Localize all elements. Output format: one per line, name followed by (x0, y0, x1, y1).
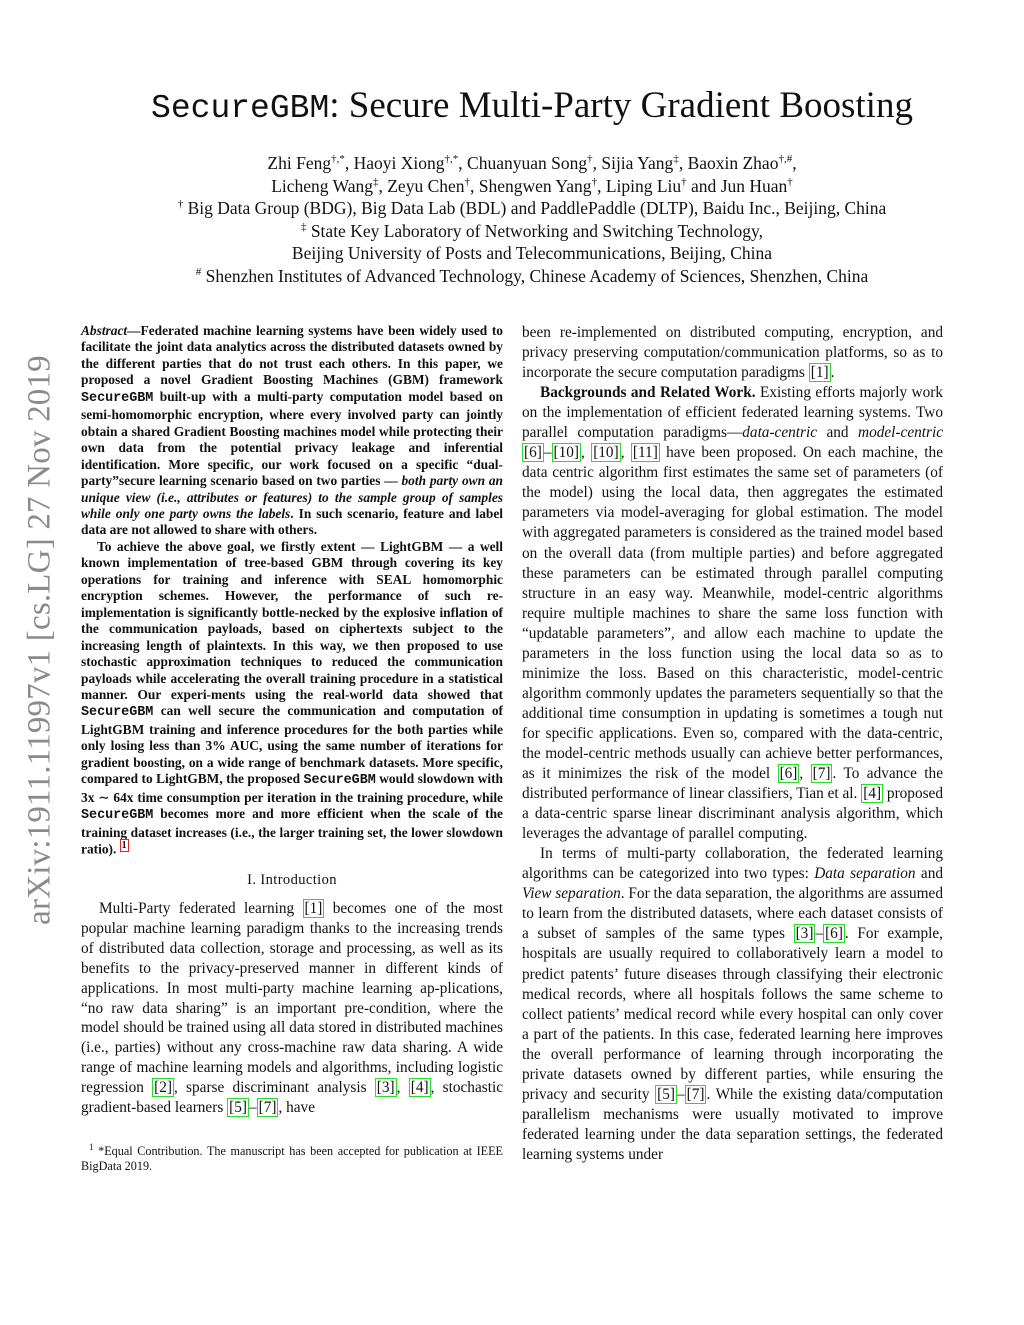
text-run: built-up with a multi-party computation model based on semi-homomorphic encryption, where every involved party can jointly obtain a shared Gradient Boosting machines model while protecting their own data from the potential privacy leakage and inferential identification. More specific, our work focused on a specific “dual-party”secure learning scenario based on two parties — (81, 388, 503, 489)
footnote (81, 1141, 503, 1175)
run-in-heading: Backgrounds and Related Work. (540, 384, 756, 402)
text-run: – (543, 444, 552, 462)
text-run: and (817, 424, 859, 442)
author-affiliation-mark: ‡ (673, 153, 679, 166)
text-run: , (799, 765, 811, 783)
author-name: Sijia Yang (601, 153, 674, 173)
right-paragraph-backgrounds (522, 383, 943, 844)
emphasis-text: data-centric (742, 424, 818, 442)
footnote-mark: 1 (89, 1141, 94, 1152)
author-name: Baoxin Zhao (687, 153, 779, 173)
citation-link[interactable]: [3] (795, 925, 814, 943)
arxiv-identifier-stamp (22, 340, 58, 940)
footnote-link[interactable]: 1 (121, 840, 127, 852)
citation-link[interactable]: [3] (376, 1079, 395, 1097)
author-affiliation-mark: †,# (778, 153, 793, 166)
citation-link[interactable]: [7] (686, 1085, 705, 1103)
author-line-2: Licheng Wang‡, Zeyu Chen†, Shengwen Yang†, Liping Liu† and Jun Huan† (271, 175, 793, 196)
author-affiliation-mark: †,* (444, 153, 459, 166)
affiliation-mark: † (177, 198, 184, 211)
intro-paragraph-1 (81, 899, 503, 1118)
text-run: , (620, 444, 631, 462)
citation-link[interactable]: [10] (593, 444, 619, 462)
text-run: – (676, 1085, 685, 1103)
title-rest: : Secure Multi-Party Gradient Boosting (329, 85, 913, 126)
author-name: Zeyu Chen (387, 175, 465, 196)
text-run: , have (278, 1099, 315, 1117)
citation-link[interactable]: [2] (154, 1079, 172, 1097)
text-run: becomes one of the most popular machine learning paradigm thanks to the increasing trends of distributed data collection, storage and processing, as well as its benefits to the privacy-preserved manner in different kinds of applications. In most multi-party machine learning ap-plications, “no raw data sharing” is an important pre-condition, where the model should be trained using all data stored in distributed machines (i.e., parties) without any cross-machine raw data sharing. A wide range of machine learning models and algorithms, including logistic regression (81, 899, 503, 1097)
emphasis-text: Data separation (814, 865, 916, 883)
text-run: . (830, 364, 835, 382)
emphasis-text: both party own an unique view (i.e., attributes or features) to the sample group of samples while only one party owns the labels (81, 473, 503, 521)
citation-link[interactable]: [5] (657, 1085, 675, 1103)
affiliation-line (60, 265, 1004, 288)
text-run: —Federated machine learning systems have been widely used to facilitate the joint data analytics across the distributed datasets owned by the different parties that do not trust each others. In this paper, we proposed a novel Gradient Boosting Machines (GBM) framework (81, 323, 503, 388)
system-name-mono: SecureGBM (303, 773, 376, 789)
citation-link[interactable]: [6] (825, 925, 843, 943)
citation-link[interactable]: [6] (524, 444, 542, 462)
section-heading-introduction: I. Introduction (247, 871, 337, 888)
citation-link[interactable]: [1] (304, 899, 323, 917)
author-affiliation-mark: † (587, 153, 593, 166)
citation-link[interactable]: [1] (810, 364, 829, 382)
affiliation-mark: ‡ (300, 220, 307, 233)
system-name-mono: SecureGBM (81, 808, 154, 824)
citation-link[interactable]: [4] (410, 1079, 429, 1097)
citation-link[interactable]: [11] (632, 444, 658, 462)
left-column (81, 323, 503, 1175)
author-affiliation-mark: † (591, 175, 598, 188)
emphasis-text: model-centric (858, 424, 943, 442)
text-run: In terms of multi-party collaboration, the federated learning algorithms can be categorized into two types: (522, 845, 943, 883)
right-paragraph-1 (522, 323, 943, 383)
affiliation-text: Big Data Group (BDG), Big Data Lab (BDL) and PaddlePaddle (DLTP), Baidu Inc., Beijing, China (183, 198, 887, 219)
affiliation-line (60, 197, 1004, 220)
author-name: Jun Huan (720, 175, 788, 196)
affiliation-text: Beijing University of Posts and Telecommunications, Beijing, China (291, 243, 773, 264)
text-run: To achieve the above goal, we firstly extent — LightGBM — a well known implementation of tree-based GBM through covering its key operations for training and inference with SEAL homomorphic encryption schemes. However, the performance of such re-implementation is significantly bottle-necked by the explosive inflation of the communication payloads, based on ciphertexts subject to the increasing length of plaintexts. In this way, we then proposed to use stochastic approximation techniques to reduced the communication payloads while accelerating the overall training procedure in a statistical manner. Our experi-ments using the real-world data showed that (81, 538, 503, 702)
text-run: . In such scenario, feature and label data are not allowed to share with others. (81, 505, 503, 538)
text-run: , stochastic gradient-based learners (81, 1079, 503, 1117)
text-run: proposed a data-centric sparse linear discriminant analysis algorithm, which leverages the advantage of parallel computing. (522, 785, 943, 843)
text-run: Existing efforts majorly work on the implementation of efficient federated learning systems. Two parallel computation paradigms— (522, 384, 943, 442)
footnote-text: *Equal Contribution. The manuscript has been accepted for publication at IEEE BigData 2019. (81, 1143, 503, 1174)
system-name-mono: SecureGBM (81, 705, 154, 721)
affiliation-mark: # (195, 266, 202, 279)
affiliation-line (60, 242, 1004, 265)
text-run: – (248, 1099, 257, 1117)
abstract-p1-text (81, 323, 503, 537)
affiliation-line (60, 220, 1004, 243)
abstract-paragraph-2 (81, 539, 503, 858)
affiliation-text: Shenzhen Institutes of Advanced Technology, Chinese Academy of Sciences, Shenzhen, China (201, 265, 869, 286)
author-name: Zhi Feng (267, 153, 332, 173)
text-run: , (581, 444, 592, 462)
emphasis-text: View separation (522, 885, 621, 903)
text-run: . While the existing data/computation parallelism mechanisms were usually motivated to improve federated learning under the data separation settings, the federated learning systems under (522, 1085, 943, 1163)
paper-title (60, 84, 1004, 131)
citation-link[interactable]: [7] (812, 765, 831, 783)
text-run: can well secure the communication and computation of LightGBM training and inference procedures for the both parties while only losing less than 3% AUC, using the same number of iterations for gradient boosting, on a wide range of benchmark datasets. More specific, compared to LightGBM, the proposed (81, 703, 503, 787)
author-line-1: Zhi Feng†,*, Haoyi Xiong†,*, Chuanyuan Song†, Sijia Yang‡, Baoxin Zhao†,#, (267, 153, 797, 173)
citation-link[interactable]: [5] (229, 1099, 247, 1117)
text-run: becomes more and more efficient when the scale of the training dataset increases (i.e., the larger training set, the lower slowdown ratio). (81, 806, 503, 857)
abstract-paragraph-1 (81, 323, 503, 539)
citation-link[interactable]: [10] (553, 444, 579, 462)
author-affiliation-mark: ‡ (372, 175, 379, 188)
abstract-label: Abstract (81, 323, 128, 338)
text-run: . For the data separation, the algorithms are assumed to learn from the distributed datasets, where each dataset consists of a subset of samples of the same types (522, 885, 943, 943)
text-run: . To advance the distributed performance of linear classifiers, Tian et al. (522, 765, 943, 803)
text-run: , sparse discriminant analysis (173, 1079, 375, 1097)
text-run: Multi-Party federated learning (99, 899, 303, 917)
author-affiliation-mark: †,* (331, 153, 345, 166)
citation-link[interactable]: [7] (258, 1099, 277, 1117)
text-run: been re-implemented on distributed computing, encryption, and privacy preserving computation/communication platforms, so as to incorporate the secure computation paradigms (522, 324, 943, 382)
author-affiliation-mark: † (464, 175, 471, 188)
abstract (81, 323, 503, 858)
citation-link[interactable]: [6] (779, 765, 798, 783)
arxiv-id-text: arXiv:1911.11997v1 [cs.LG] 27 Nov 2019 (21, 355, 58, 925)
text-run: – (815, 925, 824, 943)
text-run: and (915, 865, 943, 883)
title-system-name: SecureGBM (151, 90, 330, 127)
citation-link[interactable]: [4] (863, 785, 882, 803)
author-affiliation-mark: † (681, 175, 687, 188)
affiliation-text: State Key Laboratory of Networking and Switching Technology, (306, 220, 764, 241)
text-run: , (396, 1079, 409, 1097)
text-run: . For example, hospitals are usually required to collaboratively learn a model to predict patents’ future diseases through classifying their electronic medical records, where all hospitals follows the same scheme to collect patients’ medical record while every hospital can only cover a part of the patients. In this case, federated learning here improves the overall performance of learning through incorporating the private datasets owned by different parties, while ensuring the privacy and security (522, 925, 943, 1103)
author-name: Licheng Wang (271, 175, 373, 196)
right-paragraph-collaboration (522, 844, 943, 1165)
author-name: Liping Liu (605, 175, 682, 196)
author-name: Haoyi Xiong (353, 153, 445, 173)
text-run: would slowdown with 3x ∼ 64x time consumption per iteration in the training procedure, while (81, 771, 503, 805)
author-name: Shengwen Yang (478, 175, 592, 196)
author-block (60, 152, 1004, 288)
text-run: have been proposed. On each machine, the data centric algorithm first estimates the same set of parameters (of the model) using the local data, then aggregates the estimated parameters via model-averaging for global estimation. The model with aggregated parameters is considered as the trained model based on the overall data (from multiple parties) and before aggregated these parameters can be estimated through parallel computing structure in an easy way. Meanwhile, model-centric algorithms require multiple machines to share the same loss function with “updatable parameters”, and allow each machine to update the parameters in the loss function using the local data so as to minimize the loss. Based on this characteristic, model-centric algorithm commonly updates the parameters sequentially so that the additional time consumption in updating is sometimes a tough nut for specific applications. Even so, compared with the data-centric, the model-centric methods usually can achieve better performances, as it minimizes the risk of the model (522, 444, 943, 783)
author-affiliation-mark: † (787, 175, 793, 188)
right-column (522, 323, 943, 1165)
system-name-mono: SecureGBM (81, 390, 154, 406)
affiliation-list (60, 197, 1004, 287)
author-name: Chuanyuan Song (467, 153, 588, 173)
